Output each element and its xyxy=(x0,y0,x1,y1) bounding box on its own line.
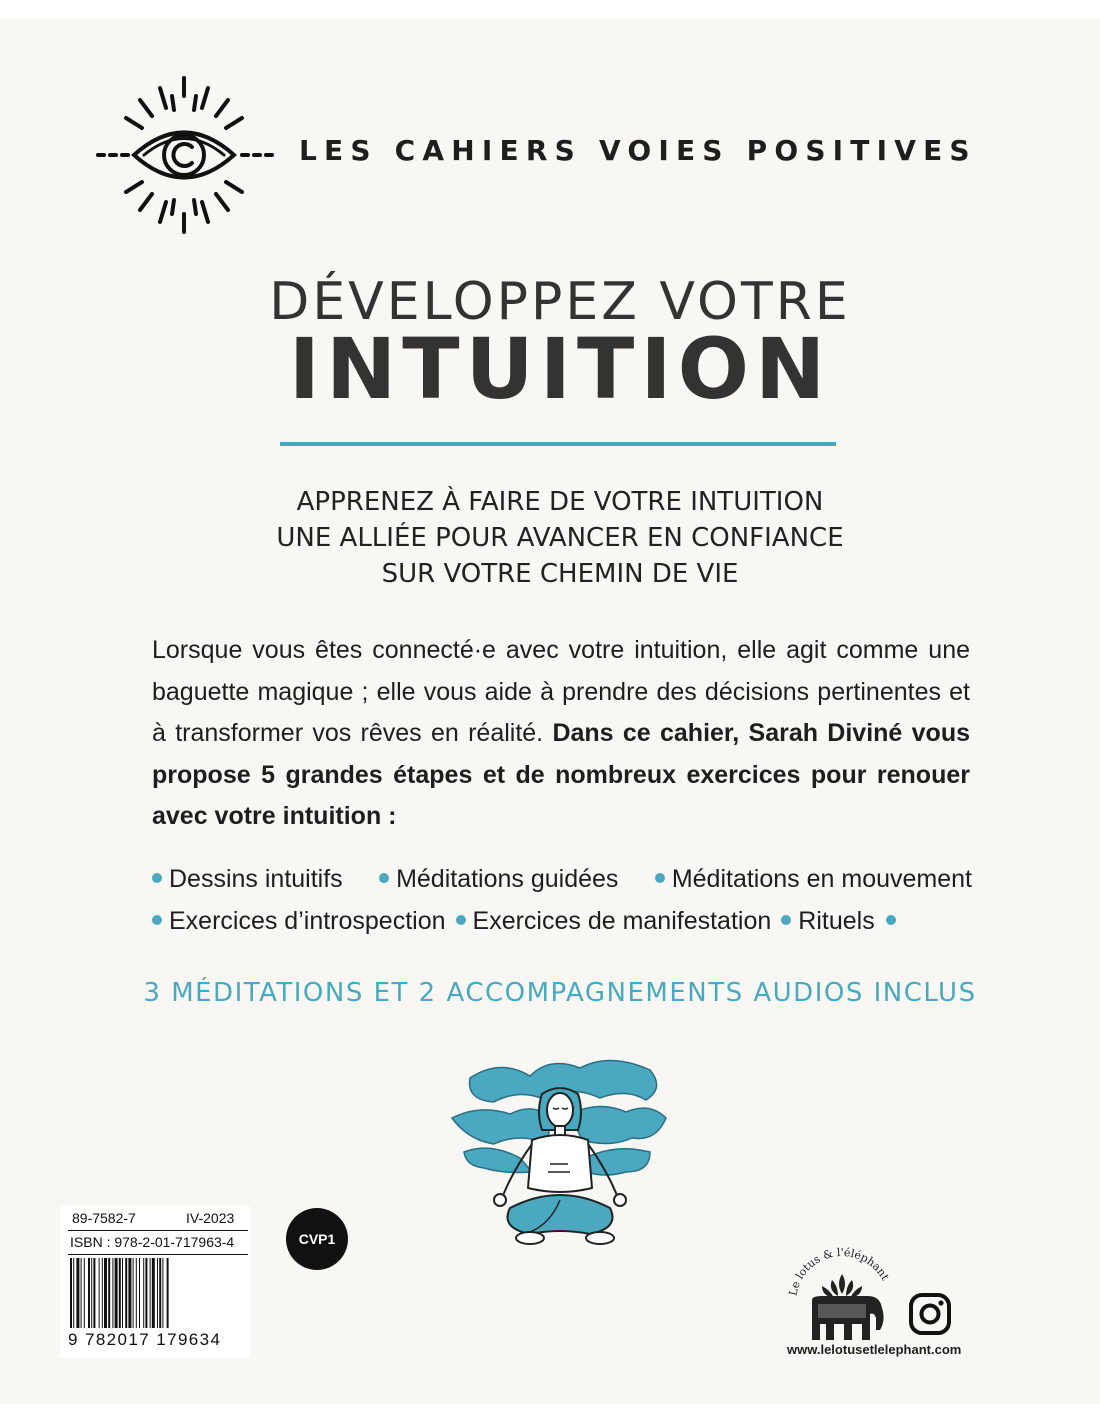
exercise-list-line xyxy=(152,900,972,942)
book-title-line1: DÉVELOPPEZ VOTRE xyxy=(269,272,851,332)
barcode-rule xyxy=(68,1230,248,1231)
barcode-bar xyxy=(145,1258,147,1328)
list-item: Rituels xyxy=(781,900,902,942)
bullet-dot-icon xyxy=(886,915,896,925)
barcode-bar xyxy=(152,1258,155,1328)
barcode-bar xyxy=(122,1258,123,1328)
barcode-bar xyxy=(143,1258,144,1328)
barcode-bar xyxy=(81,1258,82,1328)
barcode-bar xyxy=(162,1258,163,1328)
list-item: Exercices de manifestation xyxy=(456,900,772,942)
audio-note: 3 MÉDITATIONS ET 2 ACCOMPAGNEMENTS AUDIOS INCLUS xyxy=(143,978,977,1008)
description-bold: Dans ce cahier, Sarah Diviné vous propose 5 grandes étapes et de nombreux exercices pour renouer avec votre intuition : xyxy=(152,719,970,830)
barcode-bar xyxy=(136,1258,137,1328)
series-title: LES CAHIERS VOIES POSITIVES xyxy=(299,134,977,167)
barcode-bar xyxy=(139,1258,140,1328)
barcode-bar xyxy=(88,1258,90,1328)
bullet-dot-icon xyxy=(655,873,665,883)
publisher-website-link[interactable]: www.lelotusetlelephant.com xyxy=(787,1342,962,1357)
publisher-name: Le lotus & l'éléphant xyxy=(786,1245,892,1297)
isbn: ISBN : 978-2-01-717963-4 xyxy=(70,1234,235,1250)
list-item: Dessins intuitifs xyxy=(152,858,343,900)
bullet-dot-icon xyxy=(379,873,389,883)
meditating-woman-illustration xyxy=(450,1048,670,1260)
bullet-dot-icon xyxy=(152,873,162,883)
list-item: Exercices d’introspection xyxy=(152,900,446,942)
barcode-bar xyxy=(159,1258,161,1328)
list-item: Méditations guidées xyxy=(379,858,618,900)
barcode-bar xyxy=(76,1258,79,1328)
barcode-bar xyxy=(73,1258,74,1328)
barcode-bar xyxy=(99,1258,100,1328)
bullet-dot-icon xyxy=(456,915,466,925)
barcode-bar xyxy=(104,1258,107,1328)
eye-sun-icon xyxy=(96,74,276,236)
list-item: Méditations en mouvement xyxy=(655,858,972,900)
subtitle-line: UNE ALLIÉE POUR AVANCER EN CONFIANCE xyxy=(276,523,844,553)
barcode-bar xyxy=(128,1258,131,1328)
description-regular: Lorsque vous êtes connecté·e avec votre intuition, elle agit comme une baguette magique ; elle vous aide à prendre des décisions pertinentes et à transformer vos rêves en réalité. xyxy=(152,636,970,747)
barcode-bar xyxy=(102,1258,103,1328)
series-header xyxy=(96,74,996,236)
publisher-logo xyxy=(782,1240,902,1350)
barcode-bar xyxy=(108,1258,110,1328)
book-title-line2: INTUITION xyxy=(288,320,832,418)
barcode-icon xyxy=(68,1258,248,1330)
subtitle-line: APPRENEZ À FAIRE DE VOTRE INTUITION xyxy=(296,487,824,517)
barcode-bar xyxy=(70,1258,72,1328)
collection-badge: CVP1 xyxy=(286,1208,348,1270)
subtitle xyxy=(200,484,920,592)
title-divider xyxy=(280,442,836,446)
barcode-bar xyxy=(157,1258,158,1328)
barcode-bar xyxy=(84,1258,85,1328)
barcode-rule xyxy=(68,1254,248,1255)
barcode-bar xyxy=(119,1258,121,1328)
description xyxy=(152,630,970,838)
barcode-ref: 89-7582-7 xyxy=(72,1210,136,1226)
barcode-digits: 9 782017 179634 xyxy=(68,1330,222,1349)
barcode-bar xyxy=(91,1258,92,1328)
exercise-list-line xyxy=(152,858,972,900)
barcode-bar xyxy=(133,1258,134,1328)
barcode-bar xyxy=(93,1258,95,1328)
barcode-bar xyxy=(112,1258,113,1328)
exercise-list xyxy=(152,858,972,942)
barcode-bar xyxy=(150,1258,151,1328)
barcode-bar xyxy=(125,1258,127,1328)
subtitle-line: SUR VOTRE CHEMIN DE VIE xyxy=(381,559,739,589)
barcode-bar xyxy=(167,1258,169,1328)
instagram-icon[interactable] xyxy=(908,1292,952,1336)
barcode-block xyxy=(60,1206,250,1358)
svg-text:Le lotus & l'éléphant xyxy=(786,1246,892,1297)
bullet-dot-icon xyxy=(152,915,162,925)
bullet-dot-icon xyxy=(781,915,791,925)
barcode-bar xyxy=(115,1258,118,1328)
barcode-date: IV-2023 xyxy=(186,1210,235,1226)
